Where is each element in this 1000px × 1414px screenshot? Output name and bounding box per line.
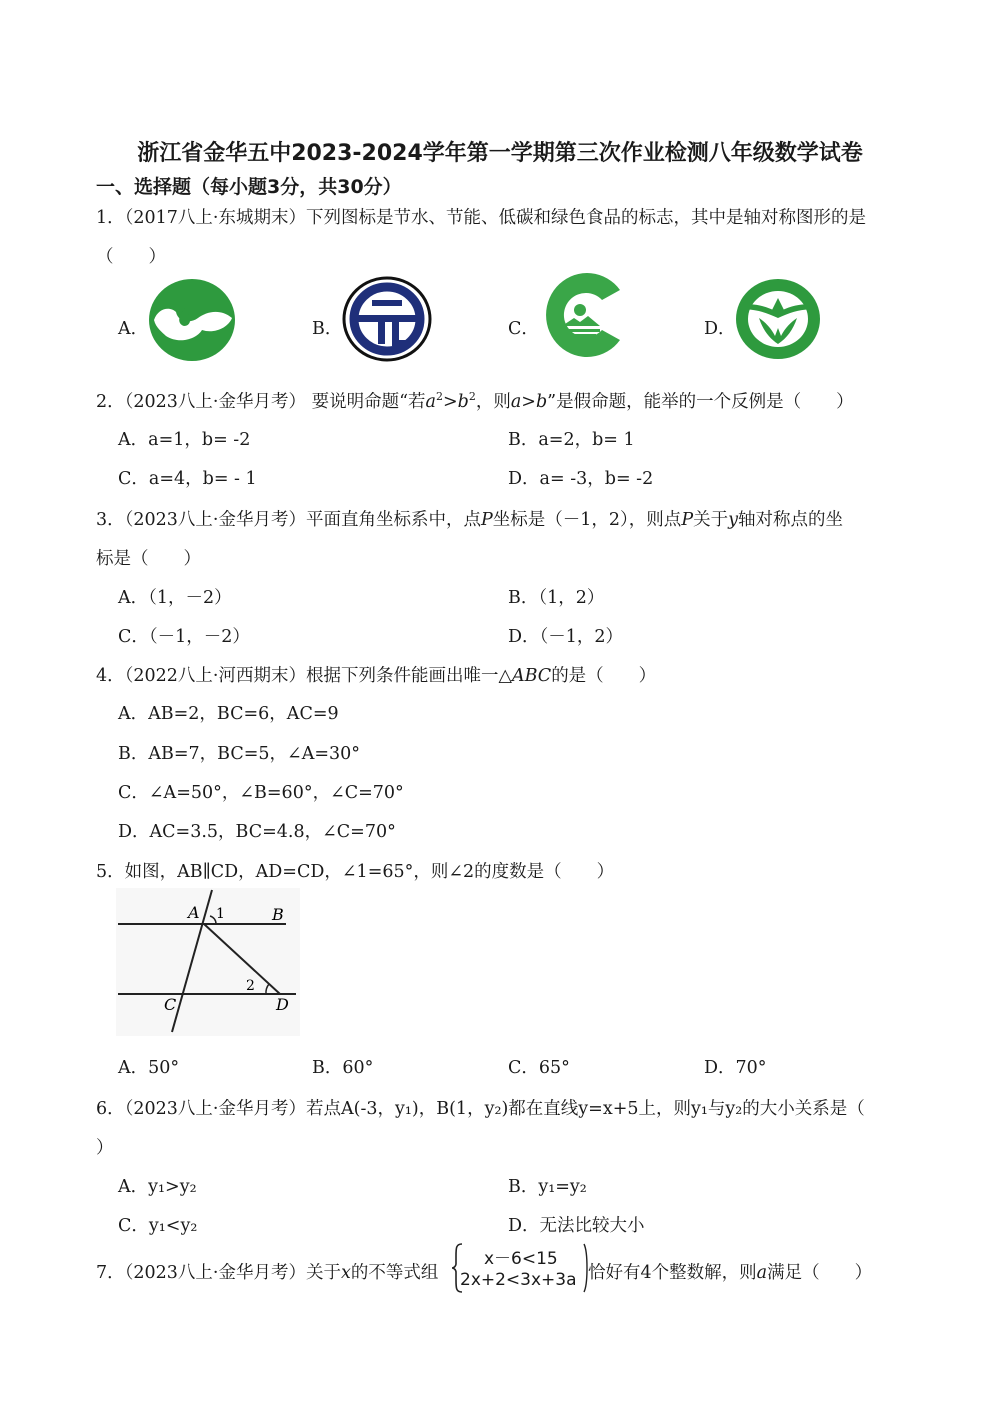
question-7-tail: [588, 1259, 872, 1284]
question-number: 5．: [96, 862, 125, 882]
question-text: ”是假命题，能举的一个反例是（ ）: [547, 392, 854, 412]
answer-blank: （ ）: [96, 247, 166, 267]
exponent: 2: [468, 390, 476, 404]
question-source: （2023八上·金华月考）: [124, 392, 306, 412]
energy-saving-logo-icon: [342, 276, 432, 362]
question-text: ，则: [475, 392, 511, 412]
question-text: 如图，AB∥CD，AD=CD，∠1=65°，则∠2的度数是（ ）: [124, 862, 615, 882]
question-text: 若点A(-3，y₁)，B(1，y₂)都在直线y=x+5上，则y₁与y₂的大小关系是（: [306, 1099, 865, 1119]
var-p: P: [681, 510, 694, 530]
question-source: （2023八上·金华月考）: [124, 510, 306, 530]
question-text: 恰好有4个整数解，则: [588, 1263, 757, 1283]
question-number: 2．: [96, 392, 125, 412]
option-a: A．50°: [118, 1058, 180, 1078]
question-text: 的是（ ）: [551, 666, 657, 686]
option-d: D．a= -3，b= -2: [508, 469, 654, 489]
question-number: 1．: [96, 208, 125, 228]
question-text: 平面直角坐标系中，点: [306, 510, 481, 530]
option-a: A．y₁>y₂: [118, 1177, 197, 1197]
option-b: B．（1，2）: [508, 588, 605, 608]
section-heading: 一、选择题（每小题3分，共30分）: [96, 176, 402, 198]
var-abc: ABC: [511, 666, 552, 686]
option-b: B．a=2，b= 1: [508, 430, 635, 450]
option-d: D．70°: [704, 1058, 767, 1078]
label-a: A: [188, 903, 200, 922]
option-c: C．y₁<y₂: [118, 1216, 198, 1236]
option-a: A．AB=2，BC=6，AC=9: [118, 704, 339, 724]
question-source: （2023八上·金华月考）: [124, 1099, 306, 1119]
var-a: a: [425, 392, 436, 412]
question-number: 3．: [96, 510, 125, 530]
option-c-label: C．: [508, 319, 539, 339]
question-source: （2022八上·河西期末）: [124, 666, 306, 686]
var-y: y: [728, 510, 738, 530]
var-b: b: [457, 392, 469, 412]
label-d: D: [276, 995, 289, 1014]
water-saving-logo-icon: [148, 278, 236, 362]
question-7: [96, 1259, 438, 1284]
option-b: B．y₁=y₂: [508, 1177, 587, 1197]
question-text: 根据下列条件能画出唯一△: [306, 666, 512, 686]
var-p: P: [481, 510, 493, 530]
inequality-1: x－6<15: [484, 1249, 558, 1269]
exponent: 2: [435, 390, 443, 404]
gt-sign: >: [442, 392, 458, 412]
option-b: B．AB=7，BC=5，∠A=30°: [118, 744, 361, 764]
label-c: C: [164, 995, 177, 1014]
question-text: 关于: [693, 510, 729, 530]
question-source: （2023八上·金华月考）: [124, 1263, 306, 1283]
question-number: 4．: [96, 666, 125, 686]
question-6-line2: ）: [96, 1138, 114, 1158]
question-6: [96, 1095, 865, 1120]
question-text: 坐标是（－1，2），则点: [492, 510, 682, 530]
option-a: A．a=1，b= -2: [118, 430, 251, 450]
question-text: 的不等式组: [350, 1263, 439, 1283]
question-text: 要说明命题“若: [311, 392, 426, 412]
option-d-label: D．: [704, 319, 736, 339]
gt-sign: >: [521, 392, 536, 412]
option-d: D．无法比较大小: [508, 1216, 645, 1236]
var-a: a: [510, 392, 522, 412]
option-c: C．a=4，b= - 1: [118, 469, 257, 489]
var-x: x: [341, 1263, 351, 1283]
label-angle-2: 2: [246, 978, 255, 994]
option-a-label: A．: [118, 319, 149, 339]
option-d: D．（－1，2）: [508, 627, 624, 647]
label-angle-1: 1: [216, 906, 225, 922]
question-source: （2017八上·东城期末）: [124, 208, 306, 228]
option-b: B．60°: [312, 1058, 374, 1078]
option-a: A．（1，－2）: [118, 588, 232, 608]
option-c: C．（－1，－2）: [118, 627, 250, 647]
question-1: [96, 204, 866, 229]
question-number: 6．: [96, 1099, 125, 1119]
var-a: a: [756, 1263, 768, 1283]
question-4: [96, 662, 656, 687]
question-3: [96, 506, 843, 531]
geometry-figure: [116, 888, 300, 1036]
green-food-logo-icon: [735, 278, 821, 360]
var-b: b: [535, 392, 548, 412]
inequality-2: 2x+2<3x+3a: [460, 1270, 577, 1290]
option-c: C．65°: [508, 1058, 570, 1078]
option-c: C．∠A=50°，∠B=60°，∠C=70°: [118, 783, 404, 803]
question-text: 轴对称点的坐: [737, 510, 843, 530]
page-title: 浙江省金华五中2023-2024学年第一学期第三次作业检测八年级数学试卷: [137, 141, 863, 166]
question-number: 7．: [96, 1263, 125, 1283]
question-5: [96, 858, 614, 883]
option-d: D．AC=3.5，BC=4.8，∠C=70°: [118, 822, 396, 842]
low-carbon-logo-icon: [540, 272, 622, 358]
question-3-line2: 标是（ ）: [96, 549, 201, 569]
question-text: 满足（ ）: [767, 1263, 873, 1283]
option-b-label: B．: [312, 319, 343, 339]
label-b: B: [272, 905, 284, 924]
question-text: 下列图标是节水、节能、低碳和绿色食品的标志，其中是轴对称图形的是: [306, 208, 866, 228]
question-2: [96, 388, 854, 413]
question-text: 关于: [306, 1263, 341, 1283]
